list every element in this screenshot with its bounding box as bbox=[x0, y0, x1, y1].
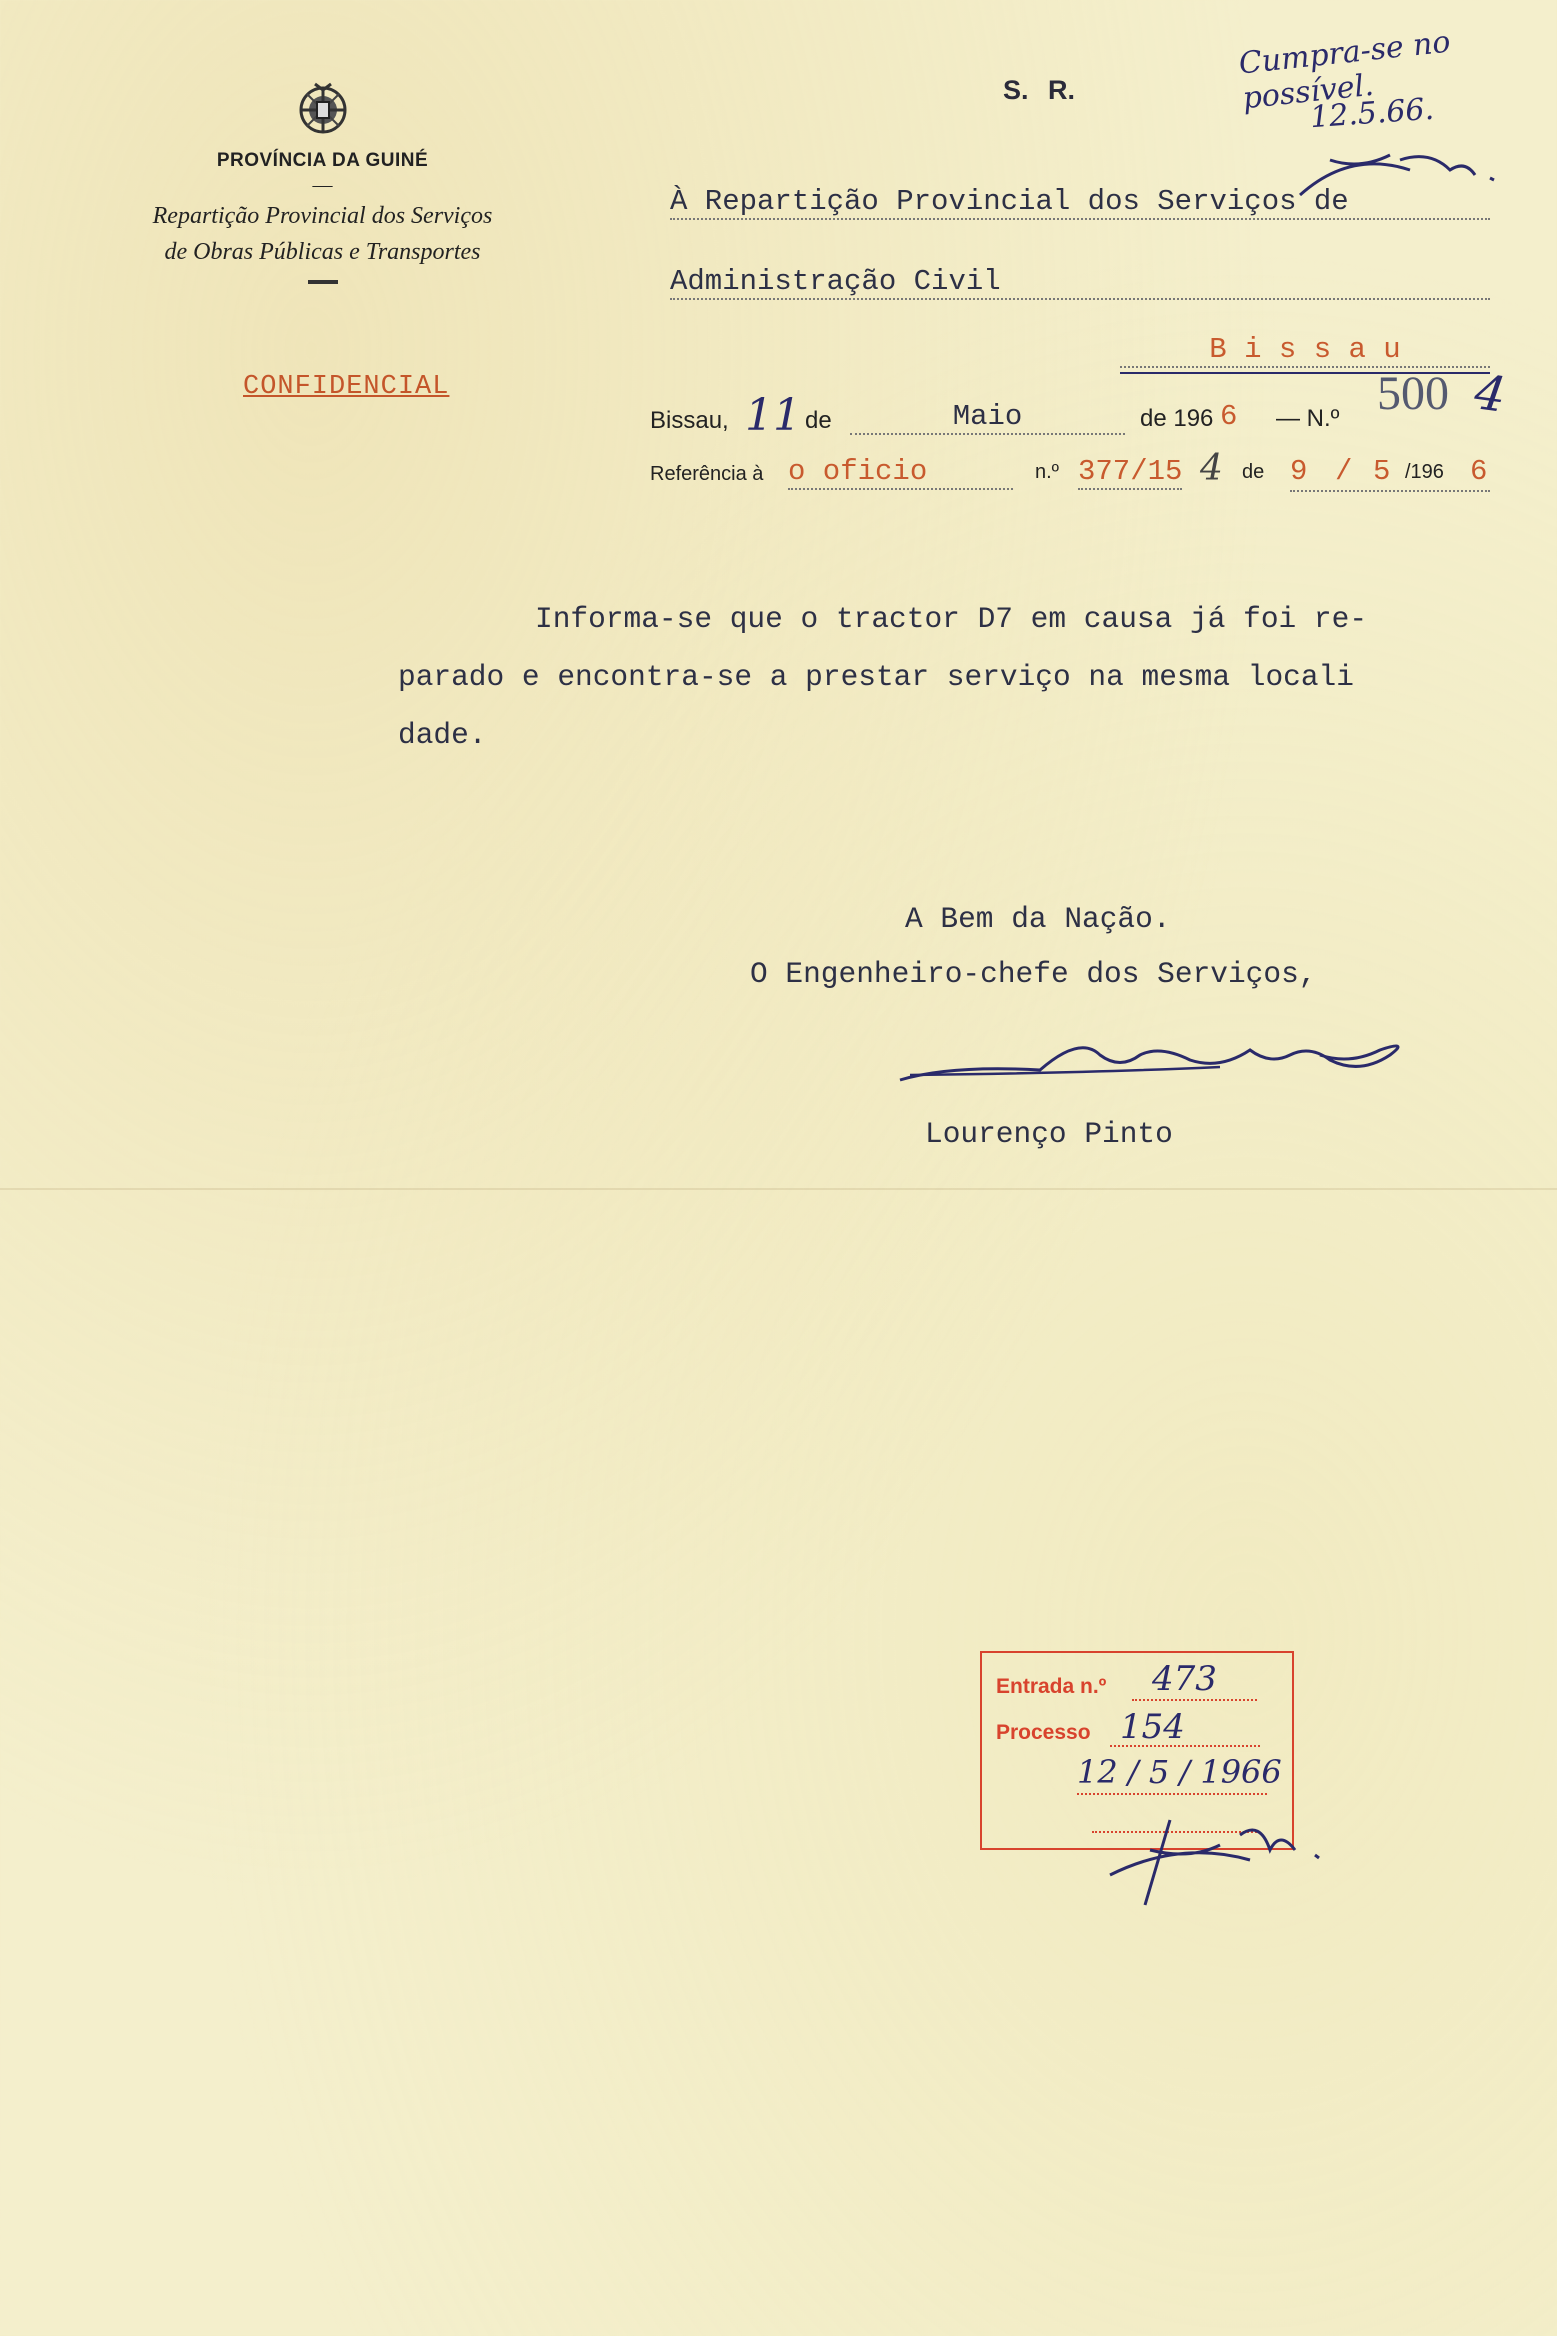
body-line-3: dade. bbox=[398, 718, 487, 752]
reference-sep: / bbox=[1335, 455, 1353, 488]
handwritten-note-line-2: 12.5.66. bbox=[1308, 91, 1436, 136]
confidential-label: CONFIDENCIAL bbox=[243, 372, 450, 402]
stamp-entrada-line bbox=[1132, 1699, 1257, 1701]
stamp-date-value: 12 / 5 / 1966 bbox=[1077, 1753, 1282, 1791]
number-label: — N.º bbox=[1276, 405, 1340, 432]
letterhead bbox=[110, 80, 535, 284]
date-year-digit: 6 bbox=[1220, 400, 1238, 433]
reference-day: 9 bbox=[1290, 455, 1308, 488]
letterhead-divider bbox=[308, 280, 338, 284]
closing-name: Lourenço Pinto bbox=[925, 1117, 1173, 1151]
document-number: 500 bbox=[1377, 367, 1449, 420]
recipient-line-2: Administração Civil bbox=[670, 265, 1490, 300]
stamp-entrada-label: Entrada n.º bbox=[996, 1675, 1107, 1698]
stamp-entrada-value: 473 bbox=[1152, 1659, 1217, 1699]
date-day: 11 bbox=[745, 390, 801, 441]
closing-title: O Engenheiro-chefe dos Serviços, bbox=[750, 957, 1317, 991]
reference-label: Referência à bbox=[650, 463, 764, 485]
reference-date-dots bbox=[1290, 490, 1490, 492]
recipient-line-1: À Repartição Provincial dos Serviços de bbox=[670, 185, 1490, 220]
department-line-1: Repartição Provincial dos Serviços bbox=[152, 203, 493, 229]
reference-year-prefix: /196 bbox=[1405, 461, 1444, 483]
reference-month: 5 bbox=[1373, 455, 1391, 488]
stamp-processo-value: 154 bbox=[1120, 1707, 1185, 1747]
reference-value: o oficio bbox=[788, 455, 1013, 490]
document-number-suffix: 4 bbox=[1471, 364, 1510, 424]
paper-fold-line bbox=[0, 1188, 1557, 1190]
date-month: Maio bbox=[850, 400, 1125, 435]
stamp-processo-label: Processo bbox=[996, 1721, 1091, 1744]
reference-number-value: 377/15 bbox=[1078, 455, 1183, 488]
reference-year-digit: 6 bbox=[1470, 455, 1488, 488]
sr-header: S. R. bbox=[1003, 75, 1076, 105]
date-year-label: de 196 bbox=[1140, 405, 1214, 432]
body-line-1: Informa-se que o tractor D7 em causa já foi re- bbox=[535, 602, 1368, 636]
reference-de-label: de bbox=[1242, 461, 1265, 483]
reference-number-label: n.º bbox=[1035, 461, 1059, 483]
letterhead-dash: — bbox=[312, 174, 333, 196]
engineer-signature bbox=[890, 1025, 1420, 1095]
coat-of-arms-icon bbox=[293, 80, 353, 140]
body-line-2: parado e encontra-se a prestar serviço na mesma locali bbox=[398, 660, 1354, 694]
stamp-initials-signature bbox=[1100, 1780, 1350, 1910]
handwritten-note-line-1: Cumpra-se no possível. bbox=[1237, 24, 1453, 117]
date-city-label: Bissau, bbox=[650, 407, 729, 434]
recipient-city: B i s s a u bbox=[1120, 333, 1490, 368]
closing-salutation: A Bem da Nação. bbox=[905, 902, 1171, 936]
date-de-label: de bbox=[805, 407, 832, 434]
department-line-2: de Obras Públicas e Transportes bbox=[164, 239, 481, 265]
province-name: PROVÍNCIA DA GUINÉ bbox=[216, 150, 429, 171]
reference-number-overwrite: 4 bbox=[1200, 448, 1223, 489]
